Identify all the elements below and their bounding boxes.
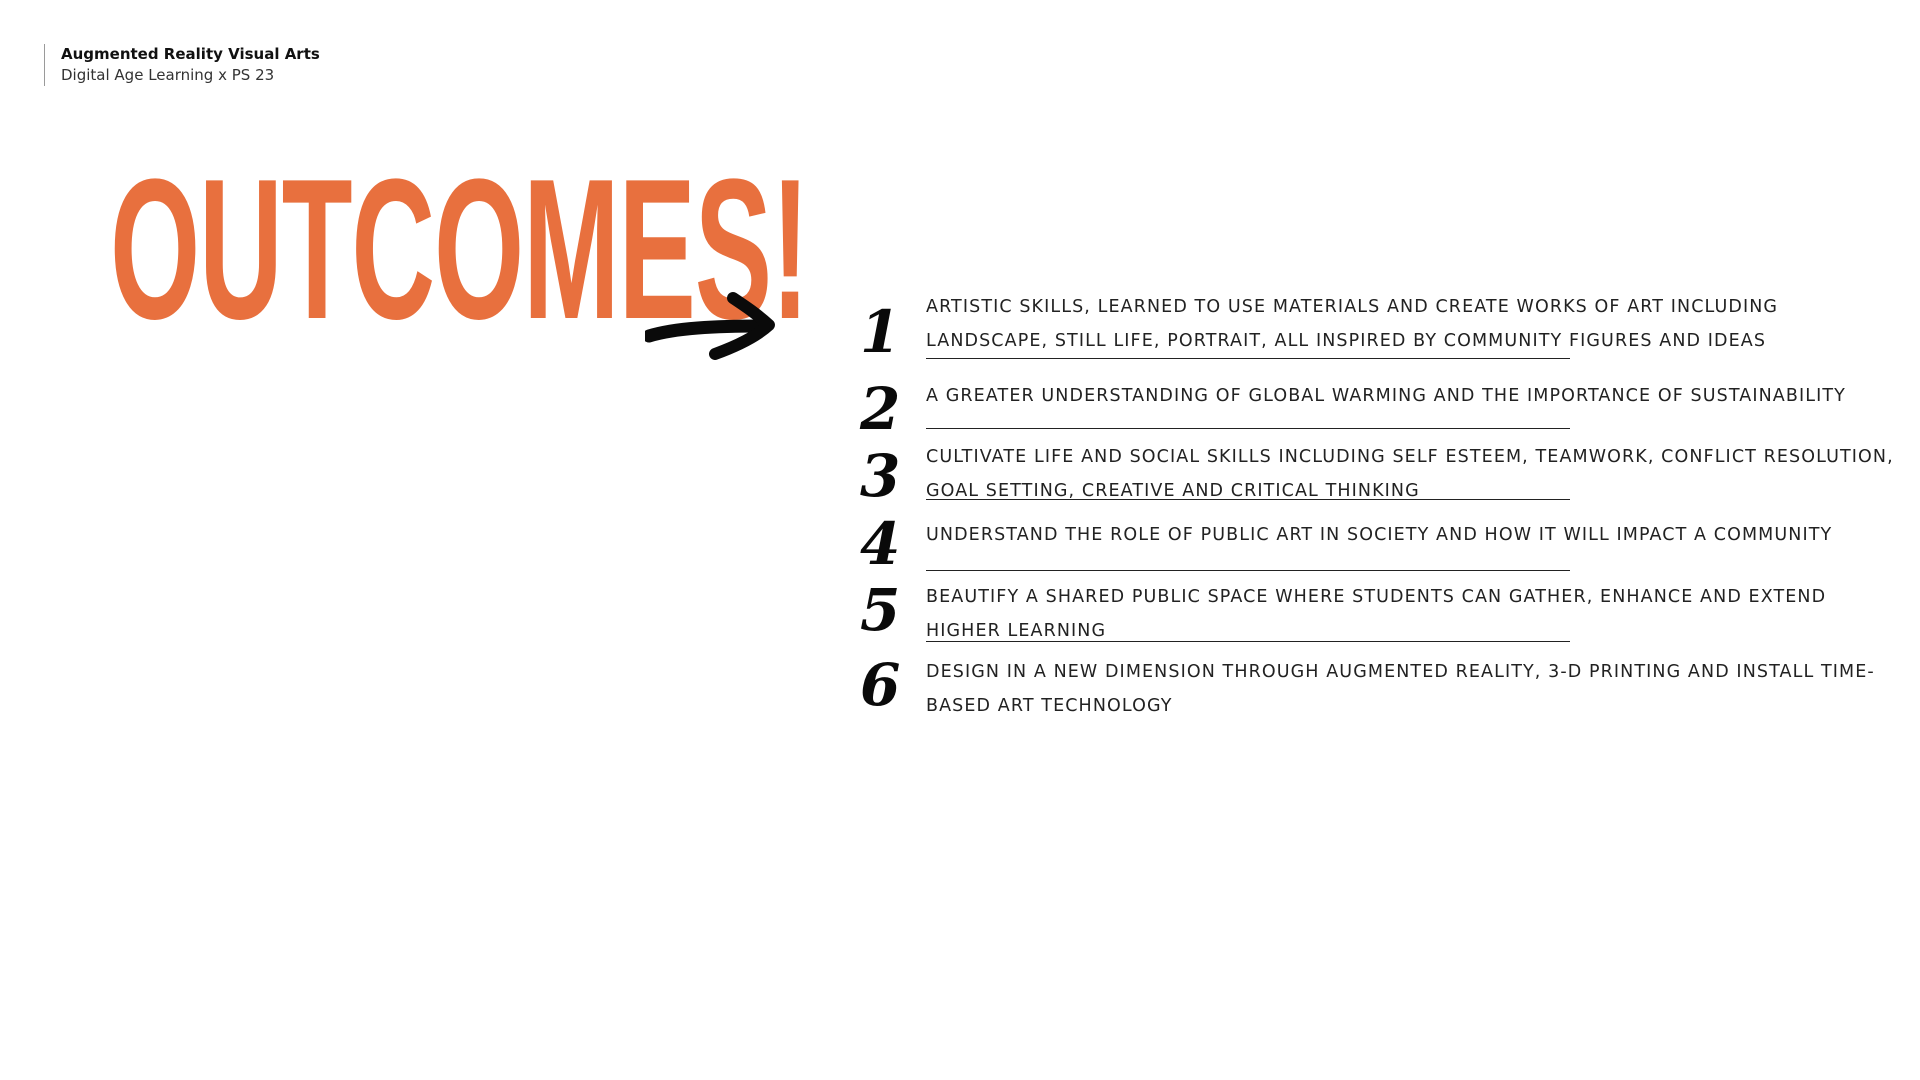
- item-text: BEAUTIFY A SHARED PUBLIC SPACE WHERE STUDENTS CAN GATHER, ENHANCE AND EXTEND HIGHER LEARNING: [926, 587, 1827, 641]
- item-text: UNDERSTAND THE ROLE OF PUBLIC ART IN SOCIETY AND HOW IT WILL IMPACT A COMMUNITY: [926, 525, 1833, 545]
- item-number: 1: [860, 298, 901, 366]
- item-number: 2: [860, 375, 901, 443]
- divider: [926, 499, 1570, 500]
- item-number: 4: [860, 510, 901, 578]
- item-text: CULTIVATE LIFE AND SOCIAL SKILLS INCLUDING SELF ESTEEM, TEAMWORK, CONFLICT RESOLUTION, GOAL SETTING, CREATIVE AND CRITICAL THINKING: [926, 447, 1894, 501]
- item-text: ARTISTIC SKILLS, LEARNED TO USE MATERIALS AND CREATE WORKS OF ART INCLUDING LANDSCAPE, STILL LIFE, PORTRAIT, ALL INSPIRED BY COMMUNITY FIGURES AND IDEAS: [926, 297, 1779, 351]
- item-text: A GREATER UNDERSTANDING OF GLOBAL WARMING AND THE IMPORTANCE OF SUSTAINABILITY: [926, 386, 1846, 406]
- divider: [926, 641, 1570, 642]
- item-number: 3: [860, 442, 901, 510]
- divider: [926, 428, 1570, 429]
- header-subtitle: Digital Age Learning x PS 23: [61, 66, 275, 84]
- header: [44, 44, 320, 86]
- divider: [926, 570, 1570, 571]
- header-title: Augmented Reality Visual Arts: [61, 45, 320, 63]
- item-number: 5: [860, 576, 901, 644]
- item-number: 6: [860, 651, 901, 719]
- item-text: DESIGN IN A NEW DIMENSION THROUGH AUGMENTED REALITY, 3-D PRINTING AND INSTALL TIME-BASED ART TECHNOLOGY: [926, 662, 1875, 716]
- page-title: OUTCOMES!: [110, 138, 809, 361]
- divider: [926, 358, 1570, 359]
- right-arrow-icon: [645, 288, 780, 360]
